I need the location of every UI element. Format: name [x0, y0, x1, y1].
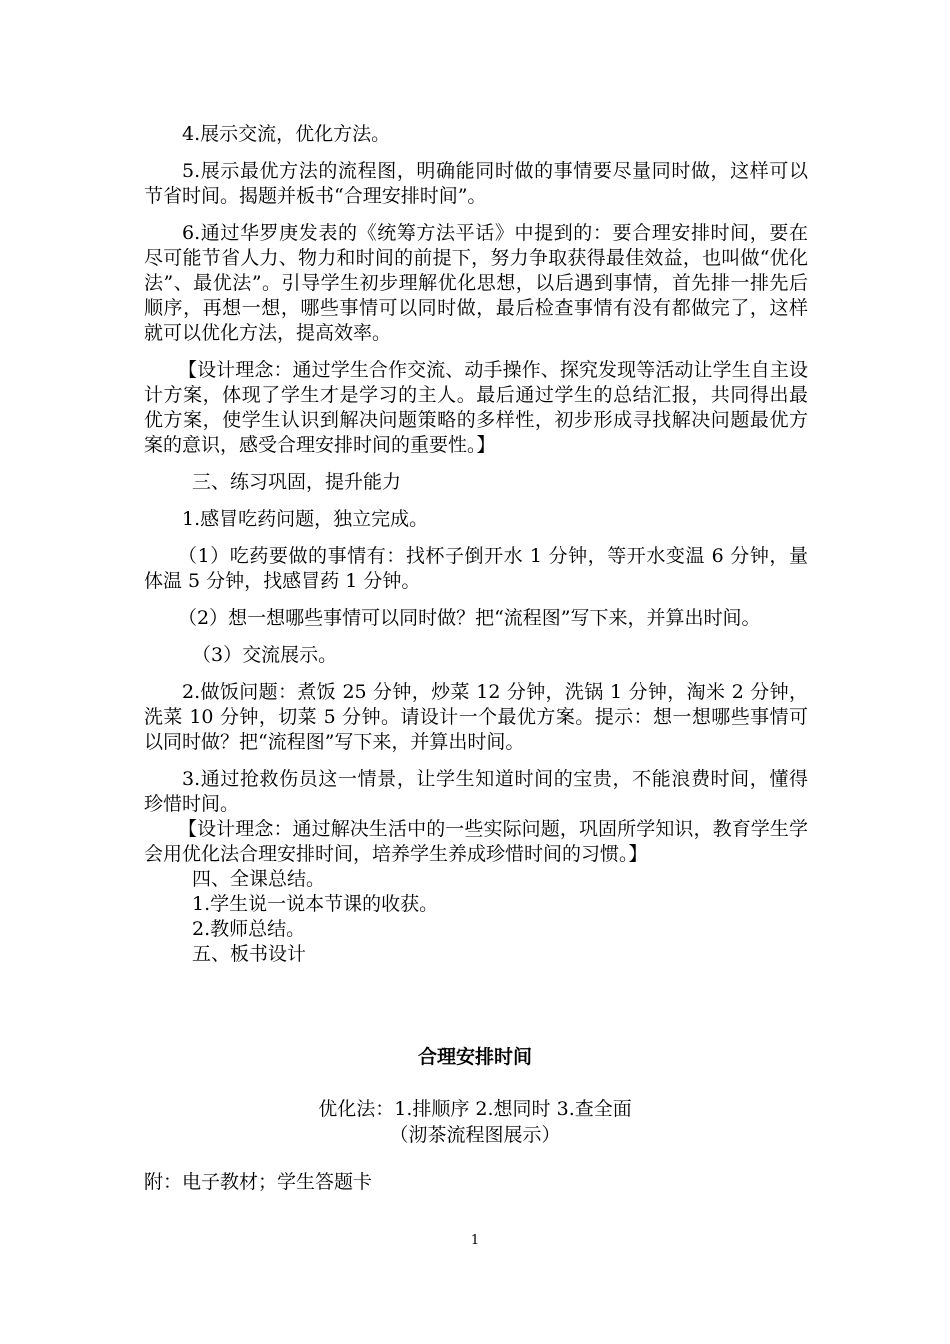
paragraph-step-4: 4.展示交流，优化方法。	[182, 123, 391, 145]
section-four-heading: 四、全课总结。	[192, 868, 326, 890]
exercise-3: 3.通过抢救伤员这一情景，让学生知道时间的宝贵，不能浪费时间，懂得珍惜时间。	[144, 768, 808, 815]
exercise-1: 1.感冒吃药问题，独立完成。	[182, 508, 429, 530]
body-text	[144, 122, 808, 967]
summary-item-2: 2.教师总结。	[192, 918, 306, 940]
board-method-line: 优化法：1.排顺序 2.想同时 3.查全面	[318, 1098, 632, 1120]
appendix-line: 附：电子教材；学生答题卡	[144, 1171, 373, 1193]
section-three-heading: 三、练习巩固，提升能力	[192, 471, 402, 493]
page-number: 1	[470, 1233, 480, 1248]
paragraph-step-6: 6.通过华罗庚发表的《统筹方法平话》中提到的：要合理安排时间，要在尽可能节省人力、物力和时间的前提下，努力争取获得最佳效益，也叫做“优化法”、最优法”。引导学生初步理解优化思想，以后遇到事情，首先排一排先后顺序，再想一想，哪些事情可以同时做，最后检查事情有没有都做完了，这样就可以优化方法，提高效率。	[144, 222, 808, 344]
summary-item-1: 1.学生说一说本节课的收获。	[192, 893, 439, 915]
exercise-1-part-2: （2）想一想哪些事情可以同时做？把“流程图”写下来，并算出时间。	[178, 607, 761, 629]
board-title: 合理安排时间	[417, 1046, 532, 1068]
section-five-heading: 五、板书设计	[192, 943, 307, 965]
board-flow-note: （沏茶流程图展示）	[389, 1124, 561, 1146]
exercise-2: 2.做饭问题：煮饭 25 分钟，炒菜 12 分钟，洗锅 1 分钟，淘米 2 分钟，洗菜 10 分钟，切菜 5 分钟。请设计一个最优方案。提示：想一想哪些事情可以同时做？把“流程图”写下来，并算出时间。	[144, 681, 808, 753]
design-concept-2: 【设计理念：通过解决生活中的一些实际问题，巩固所学知识，教育学生学会用优化法合理安排时间，培养学生养成珍惜时间的习惯。】	[144, 818, 808, 865]
exercise-1-part-3: （3）交流展示。	[192, 644, 338, 666]
design-concept-1: 【设计理念：通过学生合作交流、动手操作、探究发现等活动让学生自主设计方案，体现了学生才是学习的主人。最后通过学生的总结汇报，共同得出最优方案，使学生认识到解决问题策略的多样性，初步形成寻找解决问题最优方案的意识，感受合理安排时间的重要性。】	[144, 359, 808, 456]
paragraph-step-5: 5.展示最优方法的流程图，明确能同时做的事情要尽量同时做，这样可以节省时间。揭题并板书“合理安排时间”。	[144, 160, 808, 207]
exercise-1-part-1: （1）吃药要做的事情有：找杯子倒开水 1 分钟，等开水变温 6 分钟，量体温 5 分钟，找感冒药 1 分钟。	[144, 545, 808, 592]
